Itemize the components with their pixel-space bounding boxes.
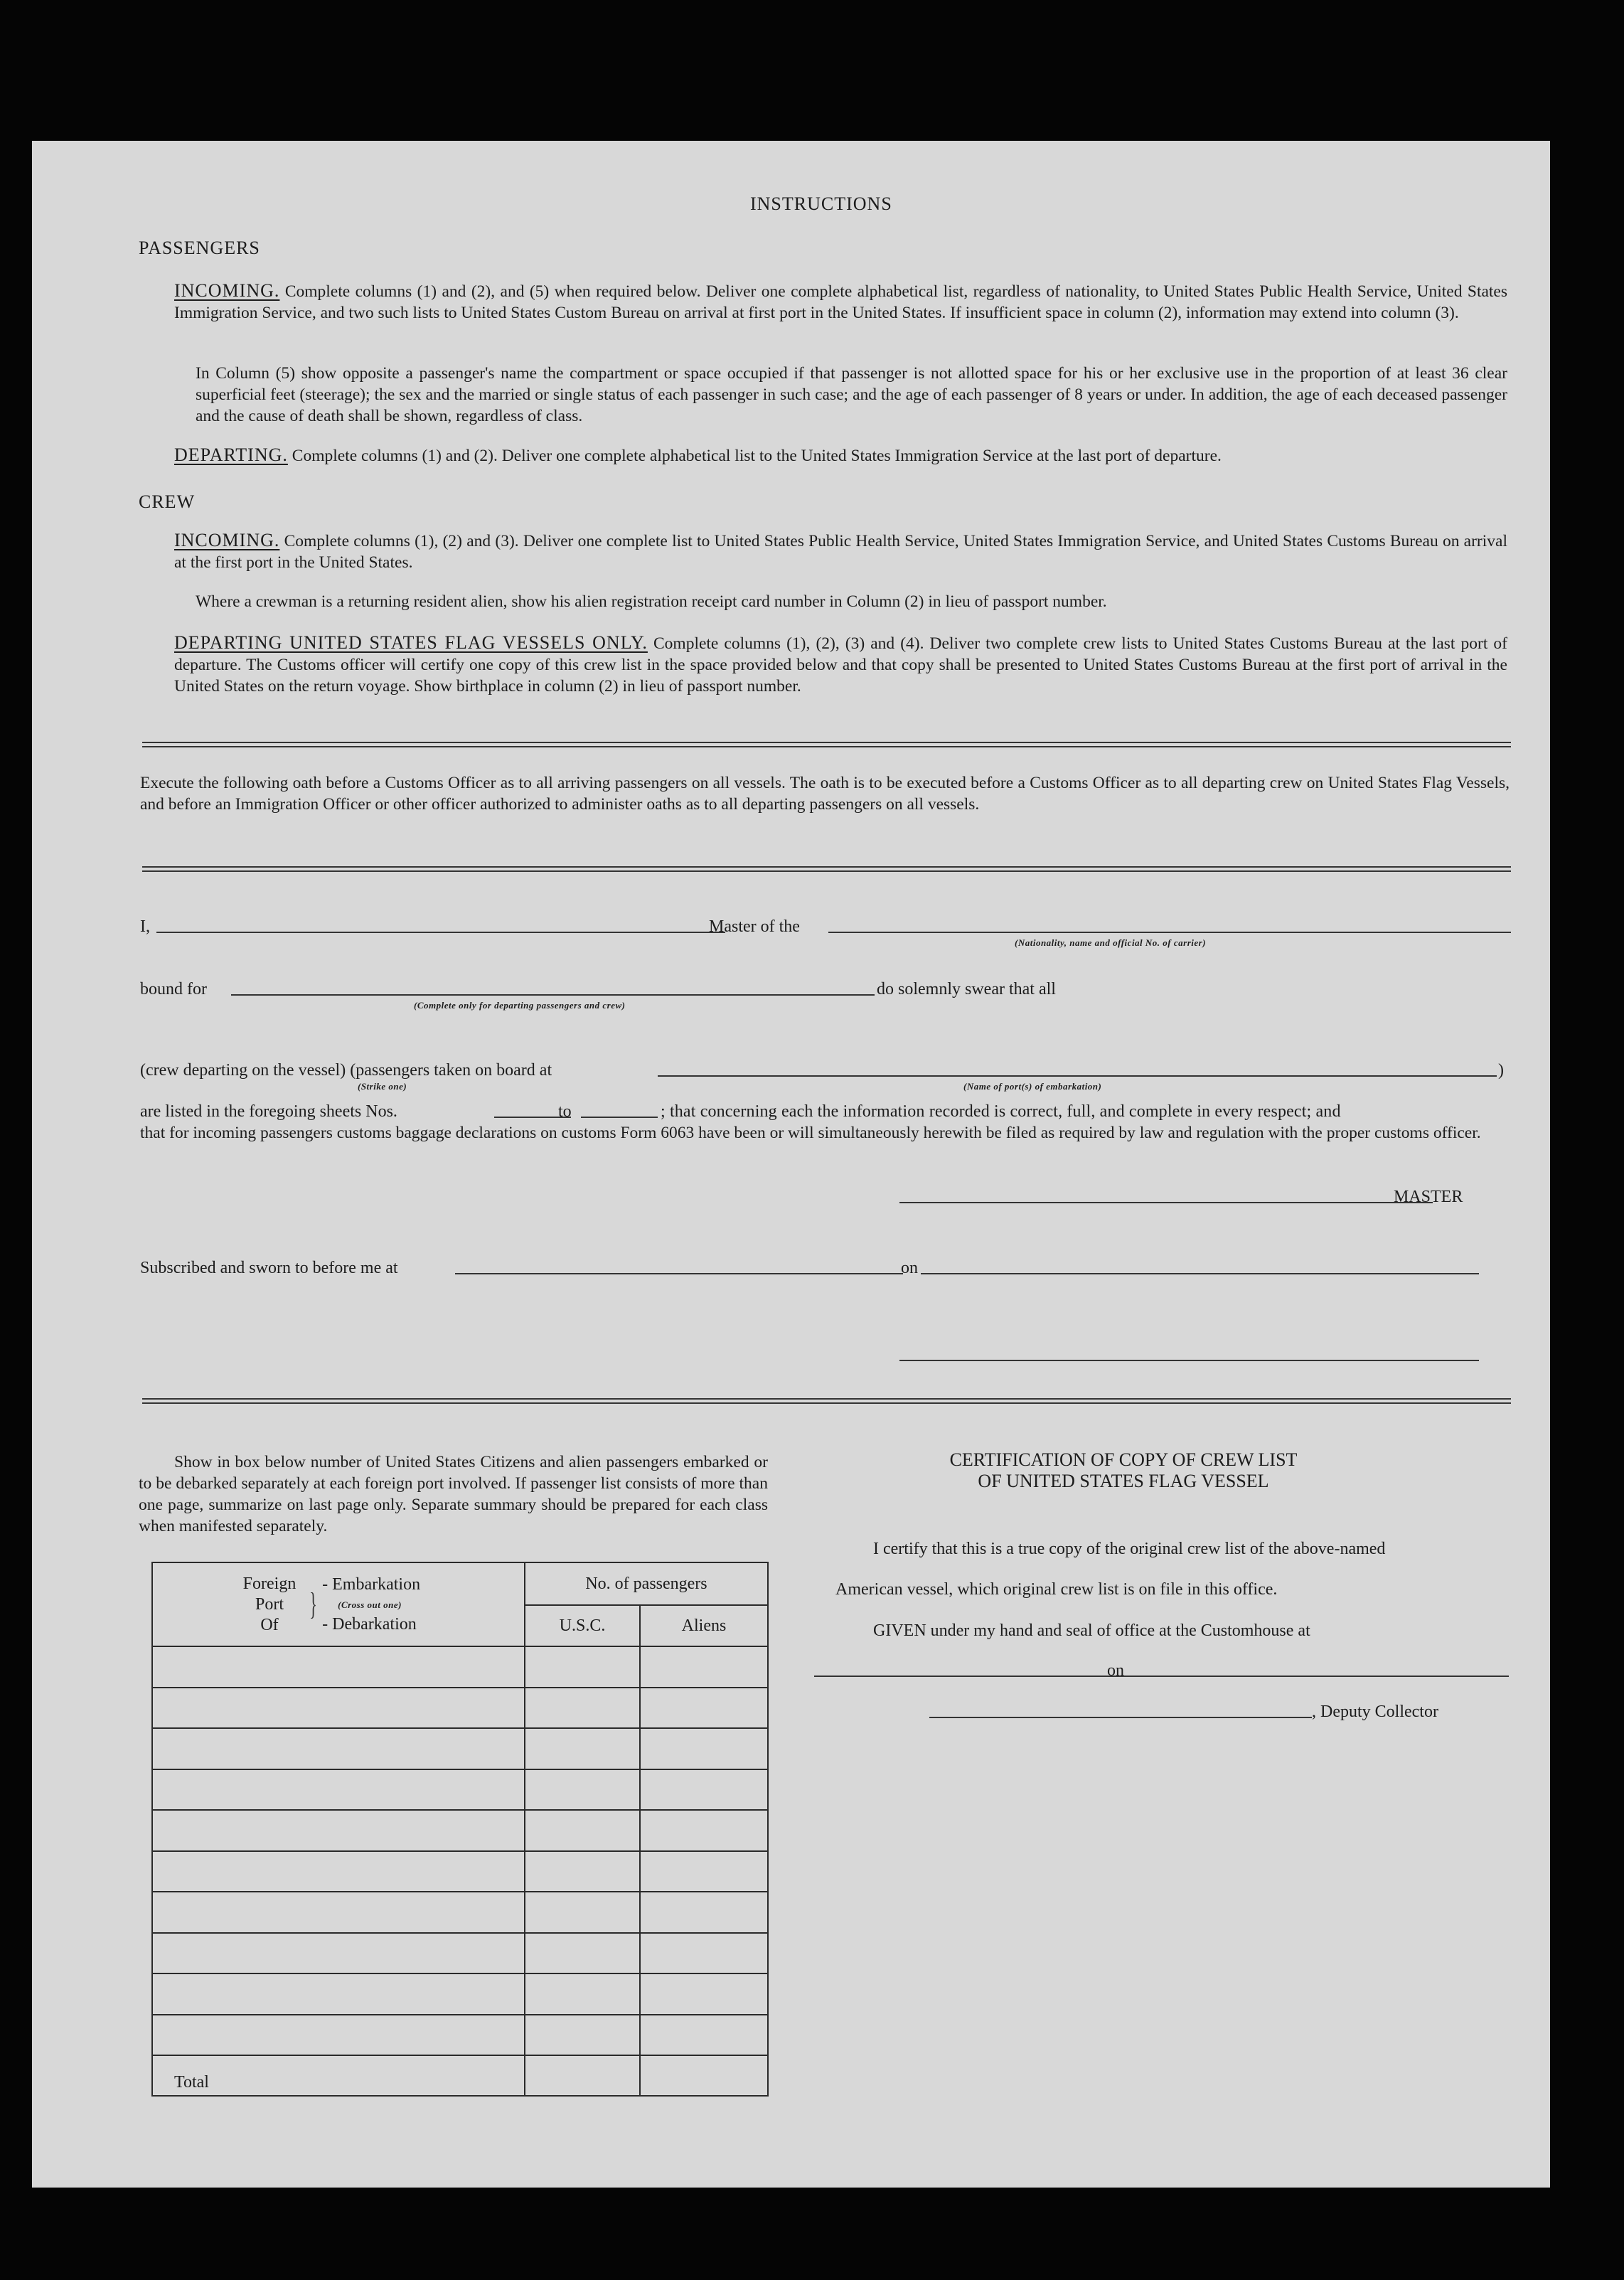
usc-cell[interactable] — [525, 1810, 640, 1851]
port-cell[interactable] — [152, 1769, 525, 1811]
usc-cell[interactable] — [525, 1851, 640, 1892]
aliens-cell[interactable] — [640, 1851, 768, 1892]
subscribed-label: Subscribed and sworn to before me at — [140, 1259, 398, 1277]
carrier-caption: (Nationality, name and official No. of carrier) — [1015, 937, 1207, 948]
usc-cell[interactable] — [525, 2015, 640, 2056]
passengers-incoming-label: INCOMING. — [174, 280, 280, 301]
crew-incoming-label: INCOMING. — [174, 530, 280, 550]
summary-row — [152, 1810, 768, 1851]
crew-resident-paragraph: Where a crewman is a returning resident alien, show his alien registration receipt card number in Column (2) in lieu of passport number. — [196, 592, 1107, 611]
crew-heading: CREW — [139, 491, 196, 512]
aliens-cell[interactable] — [640, 1728, 768, 1769]
embarkation-ports-field[interactable] — [658, 1075, 1497, 1077]
sheet-to-field[interactable] — [581, 1117, 658, 1118]
usc-cell[interactable] — [525, 1973, 640, 2015]
listed-label-b: ; that concerning each the information recorded is correct, full, and complete in every respect; and — [661, 1102, 1341, 1121]
crew-passengers-label: (crew departing on the vessel) (passengers taken on board at — [140, 1061, 552, 1080]
listed-to-label: to — [558, 1102, 572, 1121]
embarkation-option[interactable]: - Embarkation — [322, 1575, 421, 1594]
summary-row — [152, 1933, 768, 1974]
usc-cell[interactable] — [525, 1688, 640, 1729]
port-cell[interactable] — [152, 1728, 525, 1769]
crew-departing-label: DEPARTING UNITED STATES FLAG VESSELS ONLY. — [174, 632, 648, 653]
summary-row — [152, 1728, 768, 1769]
passengers-departing-label: DEPARTING. — [174, 444, 288, 465]
listed-label-a: are listed in the foregoing sheets Nos. — [140, 1102, 397, 1121]
total-aliens-cell[interactable] — [640, 2055, 768, 2096]
sworn-on-label: on — [901, 1259, 918, 1277]
cross-out-caption: (Cross out one) — [338, 1599, 402, 1610]
passengers-heading: PASSENGERS — [139, 238, 260, 258]
aliens-cell[interactable] — [640, 1769, 768, 1811]
bound-for-field[interactable] — [231, 994, 875, 996]
divider-1 — [142, 742, 1511, 747]
master-signature-field[interactable] — [899, 1202, 1433, 1203]
aliens-cell[interactable] — [640, 1933, 768, 1974]
aliens-cell[interactable] — [640, 1973, 768, 2015]
port-cell[interactable] — [152, 1892, 525, 1933]
aliens-cell[interactable] — [640, 1810, 768, 1851]
summary-row — [152, 1892, 768, 1933]
master-of-the-label: Master of the — [709, 917, 800, 936]
aliens-cell[interactable] — [640, 2015, 768, 2056]
debarkation-option[interactable]: - Debarkation — [322, 1614, 417, 1634]
summary-row — [152, 1646, 768, 1688]
divider-3 — [142, 1398, 1511, 1404]
crew-incoming-text: Complete columns (1), (2) and (3). Deliver one complete list to United States Public Health Service, United States Immigration Service, and United States Customs Bureau on arrival at the first port in the United States. — [174, 532, 1508, 572]
passengers-incoming-text: Complete columns (1) and (2), and (5) when required below. Deliver one complete alphabetical list, regardless of nationality, to United States Public Health Service, United States Immigration Service, and two such lists to United States Custom Bureau on arrival at first port in the United States. If insufficient space in column (2), information may extend into column (3). — [174, 282, 1508, 322]
usc-header: U.S.C. — [525, 1605, 640, 1646]
master-label: MASTER — [1394, 1188, 1463, 1206]
usc-cell[interactable] — [525, 1769, 640, 1811]
port-cell[interactable] — [152, 2015, 525, 2056]
brace-icon: } — [309, 1586, 317, 1621]
port-cell[interactable] — [152, 1810, 525, 1851]
aliens-cell[interactable] — [640, 1688, 768, 1729]
bound-caption: (Complete only for departing passengers and crew) — [414, 1000, 626, 1011]
passengers-departing-paragraph — [174, 444, 1507, 467]
deputy-collector-label: , Deputy Collector — [1312, 1703, 1438, 1721]
aliens-cell[interactable] — [640, 1646, 768, 1688]
certification-title-line1: CERTIFICATION OF COPY OF CREW LIST — [949, 1449, 1298, 1470]
passenger-summary-table — [151, 1562, 769, 2097]
aliens-cell[interactable] — [640, 1892, 768, 1933]
usc-cell[interactable] — [525, 1728, 640, 1769]
certification-title-line2: OF UNITED STATES FLAG VESSEL — [978, 1471, 1269, 1491]
summary-intro: Show in box below number of United States Citizens and alien passengers embarked or to be debarked separately at each foreign port involved. If passenger list consists of more than one page, summarize on last page only. Separate summary should be prepared for each class when manifested separately. — [139, 1453, 768, 1535]
certify-line2: American vessel, which original crew list is on file in this office. — [835, 1580, 1278, 1599]
crew-departing-paragraph — [174, 632, 1507, 697]
officer-signature-field[interactable] — [899, 1360, 1479, 1361]
listed-rest: that for incoming passengers customs baggage declarations on customs Form 6063 have been or will simultaneously herewith be filed as required by law and regulation with the proper customs officer. — [140, 1124, 1481, 1142]
crew-departing-text: Complete columns (1), (2), (3) and (4). Deliver two complete crew lists to United States Customs Bureau at the last port of departure. The Customs officer will certify one copy of this crew list in the space provided below and that copy shall be presented to United States Customs Bureau at the first port of arrival in the United States on the return voyage. Show birthplace in column (2) in lieu of passport number. — [174, 634, 1507, 696]
certify-line1: I certify that this is a true copy of the original crew list of the above-named — [873, 1540, 1386, 1558]
summary-row — [152, 1973, 768, 2015]
given-line: GIVEN under my hand and seal of office at the Customhouse at — [873, 1621, 1310, 1640]
crew-incoming-paragraph — [174, 530, 1507, 573]
usc-cell[interactable] — [525, 1646, 640, 1688]
swear-label: do solemnly swear that all — [877, 980, 1056, 998]
port-header-of: Of — [260, 1615, 279, 1634]
sworn-place-field[interactable] — [455, 1273, 903, 1274]
oath-intro: Execute the following oath before a Customs Officer as to all arriving passengers on all vessels. The oath is to be executed before a Customs Officer as to all departing crew on United States Flag Vessels, and before an Immigration Officer or other officer authorized to administer oaths as to all departing passengers on all vessels. — [140, 774, 1510, 814]
summary-row — [152, 1688, 768, 1729]
port-cell[interactable] — [152, 1933, 525, 1974]
bound-for-label: bound for — [140, 980, 207, 998]
master-name-field[interactable] — [156, 932, 725, 933]
close-paren: ) — [1498, 1061, 1504, 1080]
port-cell[interactable] — [152, 1973, 525, 2015]
no-passengers-header: No. of passengers — [525, 1562, 768, 1605]
port-header-port: Port — [255, 1594, 284, 1614]
passengers-incoming-paragraph — [174, 280, 1507, 324]
divider-2 — [142, 866, 1511, 872]
cert-on-label: on — [1107, 1661, 1124, 1680]
carrier-field[interactable] — [828, 932, 1511, 933]
usc-cell[interactable] — [525, 1933, 640, 1974]
customhouse-field[interactable] — [814, 1676, 1138, 1677]
port-header-cell — [152, 1562, 525, 1646]
total-label: Total — [152, 2055, 525, 2096]
form-sheet — [32, 141, 1550, 2188]
summary-row — [152, 2015, 768, 2056]
instructions-title: INSTRUCTIONS — [750, 193, 892, 214]
sworn-date-field[interactable] — [921, 1273, 1479, 1274]
cert-date-field[interactable] — [1131, 1676, 1509, 1677]
strike-caption: (Strike one) — [358, 1081, 407, 1092]
aliens-header: Aliens — [640, 1605, 768, 1646]
passengers-departing-text: Complete columns (1) and (2). Deliver one complete alphabetical list to the United States Immigration Service at the last port of departure. — [292, 447, 1222, 465]
summary-row — [152, 1851, 768, 1892]
oath-i-label: I, — [140, 917, 150, 936]
port-cell[interactable] — [152, 1688, 525, 1729]
port-cell[interactable] — [152, 1851, 525, 1892]
certification-title — [803, 1449, 1443, 1492]
total-usc-cell[interactable] — [525, 2055, 640, 2096]
port-cell[interactable] — [152, 1646, 525, 1688]
usc-cell[interactable] — [525, 1892, 640, 1933]
passengers-column5-paragraph: In Column (5) show opposite a passenger's name the compartment or space occupied if that passenger is not allotted space for his or her exclusive use in the proportion of at least 36 clear superficial feet (steerage); the sex and the married or single status of each passenger in such case; and the age of each passenger of 8 years or under. In addition, the age of each deceased passenger and the cause of death shall be shown, regardless of class. — [196, 364, 1507, 425]
port-header-foreign: Foreign — [242, 1574, 297, 1593]
ports-caption: (Name of port(s) of embarkation) — [963, 1081, 1102, 1092]
summary-row — [152, 1769, 768, 1811]
deputy-signature-field[interactable] — [929, 1717, 1312, 1718]
